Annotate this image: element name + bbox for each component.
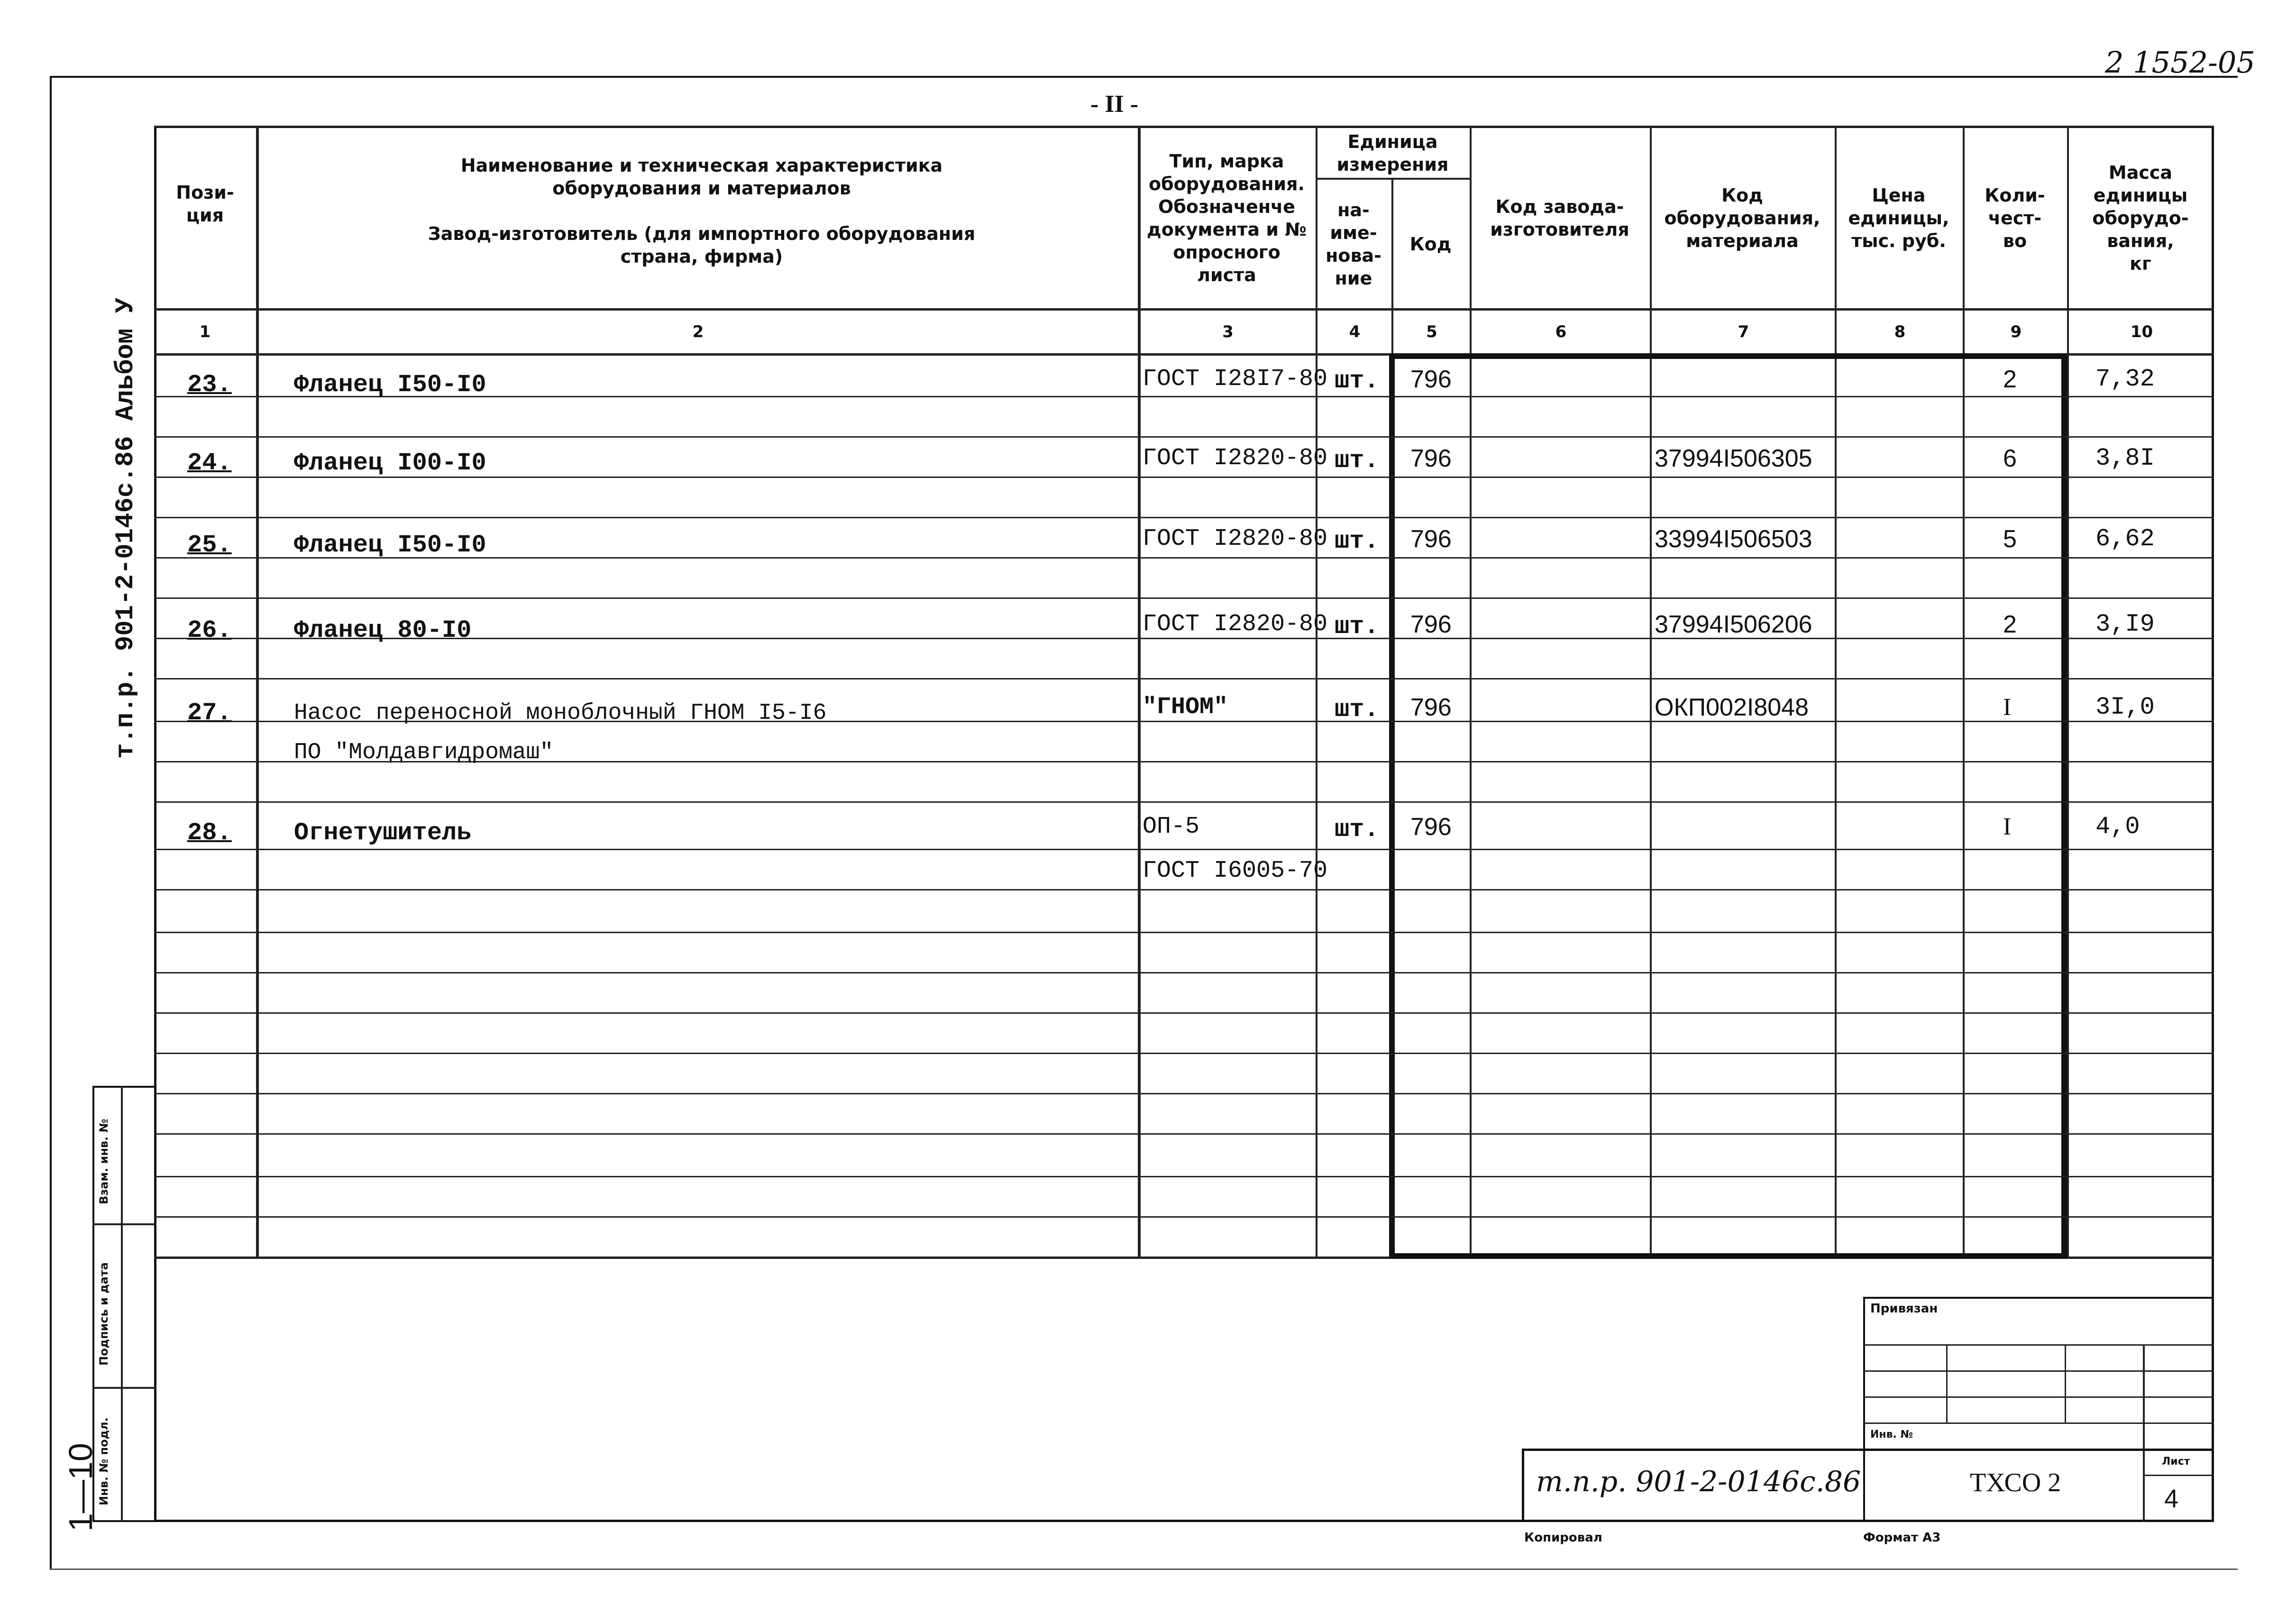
podpis-label: Подпись и дата bbox=[97, 1262, 110, 1366]
row-25-name: Фланец I50-I0 bbox=[294, 531, 486, 559]
row-24-code: 796 bbox=[1410, 445, 1452, 472]
row-26-qty: 2 bbox=[2003, 611, 2017, 638]
row-25-unit: шт. bbox=[1335, 527, 1379, 555]
col-number: 8 bbox=[1894, 322, 1906, 341]
row-27-qty: I bbox=[2003, 694, 2012, 721]
inv-no-label: Инв. № bbox=[1870, 1429, 1913, 1440]
row-23-name: Фланец I50-I0 bbox=[294, 371, 486, 399]
header-equip-code: Код оборудования, материала bbox=[1664, 185, 1820, 251]
row-24-name: Фланец I00-I0 bbox=[294, 449, 486, 477]
row-27-type: "ГНОМ" bbox=[1143, 694, 1228, 721]
row-26-type: ГОСТ I2820-80 bbox=[1143, 611, 1328, 638]
row-25-type: ГОСТ I2820-80 bbox=[1143, 525, 1328, 552]
document-number: 2 1552-05 bbox=[2105, 45, 2255, 80]
privyazan-label: Привязан bbox=[1870, 1302, 1938, 1316]
col-number: 4 bbox=[1349, 322, 1361, 341]
row-27-mass: 3I,0 bbox=[2095, 693, 2155, 721]
row-24-position: 24. bbox=[187, 449, 232, 477]
row-26-mass: 3,I9 bbox=[2095, 610, 2155, 638]
col-number: 2 bbox=[692, 322, 704, 341]
row-26-equip: 37994I506206 bbox=[1655, 611, 1812, 638]
row-23-qty: 2 bbox=[2003, 366, 2017, 393]
row-28-name: Огнетушитель bbox=[294, 819, 472, 847]
row-28-unit: шт. bbox=[1335, 816, 1379, 844]
row-26-code: 796 bbox=[1410, 611, 1452, 638]
row-24-type: ГОСТ I2820-80 bbox=[1143, 445, 1328, 472]
row-23-mass: 7,32 bbox=[2095, 365, 2155, 393]
row-27-unit: шт. bbox=[1335, 696, 1379, 724]
row-28-qty: I bbox=[2003, 813, 2012, 840]
inv-podl-label: Инв. № подл. bbox=[97, 1417, 110, 1505]
row-23-code: 796 bbox=[1410, 366, 1452, 393]
col-number: 5 bbox=[1426, 322, 1437, 341]
doc-code: т.п.р. 901-2-0146с.86 bbox=[1536, 1465, 1861, 1498]
page-marker: - II - bbox=[1090, 91, 1139, 118]
vzam-inv-label: Взам. инв. № bbox=[97, 1119, 110, 1204]
row-26-unit: шт. bbox=[1335, 613, 1379, 641]
row-24-qty: 6 bbox=[2003, 445, 2017, 472]
row-28-mass: 4,0 bbox=[2095, 813, 2140, 841]
album-label: т.п.р. 901-2-0146с.86 Альбом У bbox=[111, 297, 140, 759]
header-name: Наименование и техническая характеристика оборудования и материалов Завод-изготовитель (для импортного оборудования страна, фирма) bbox=[428, 155, 976, 267]
col-number: 1 bbox=[199, 322, 211, 341]
row-25-code: 796 bbox=[1410, 525, 1452, 553]
row-25-qty: 5 bbox=[2003, 525, 2017, 553]
sheet-label: Лист bbox=[2162, 1456, 2190, 1468]
row-27-name: Насос переносной моноблочный ГНОМ I5-I6 bbox=[294, 700, 827, 726]
row-28-code: 796 bbox=[1410, 813, 1452, 841]
sheet-index: 1—10 bbox=[62, 1443, 99, 1532]
row-25-position: 25. bbox=[187, 531, 232, 559]
row-27-position: 27. bbox=[187, 699, 232, 727]
row-25-mass: 6,62 bbox=[2095, 525, 2155, 553]
row-28-position: 28. bbox=[187, 819, 232, 847]
row-24-equip: 37994I506305 bbox=[1655, 445, 1812, 472]
row-23-type: ГОСТ I28I7-80 bbox=[1143, 366, 1328, 393]
row-27-equip: ОКП002I8048 bbox=[1655, 694, 1809, 721]
kopiroval-label: Копировал bbox=[1524, 1531, 1602, 1545]
row-27-manufacturer: ПО "Молдавгидромаш" bbox=[294, 740, 554, 765]
header-mass: Масса единицы оборудо- вания, кг bbox=[2092, 162, 2189, 274]
col-number: 3 bbox=[1222, 322, 1234, 341]
header-factory-code: Код завода- изготовителя bbox=[1490, 196, 1629, 240]
row-25-equip: 33994I506503 bbox=[1655, 525, 1812, 553]
header-price: Цена единицы, тыс. руб. bbox=[1848, 185, 1949, 251]
col-number: 6 bbox=[1555, 322, 1567, 341]
col-number: 7 bbox=[1738, 322, 1749, 341]
header-unit-code: Код bbox=[1409, 234, 1452, 255]
header-unit-name: на- име- нова- ние bbox=[1326, 200, 1381, 289]
row-28-type: ОП-5 bbox=[1143, 813, 1200, 840]
row-24-mass: 3,8I bbox=[2095, 444, 2155, 472]
format-label: Формат А3 bbox=[1863, 1531, 1941, 1545]
header-qty: Коли- чест- во bbox=[1985, 185, 2045, 251]
row-23-unit: шт. bbox=[1335, 367, 1379, 395]
doc-mark: ТХСО 2 bbox=[1970, 1468, 2061, 1497]
header-unit-group: Единица измерения bbox=[1336, 131, 1449, 175]
bold-frame bbox=[1389, 353, 2067, 1259]
row-24-unit: шт. bbox=[1335, 447, 1379, 475]
header-position: Пози- ция bbox=[176, 182, 234, 226]
row-27-code: 796 bbox=[1410, 694, 1452, 721]
col-number: 9 bbox=[2010, 322, 2022, 341]
row-23-position: 23. bbox=[187, 371, 232, 399]
sheet-number: 4 bbox=[2164, 1485, 2179, 1513]
header-type: Тип, марка оборудования. Обозначенче документа и № опросного листа bbox=[1147, 151, 1307, 285]
col-number: 10 bbox=[2130, 322, 2153, 341]
row-26-position: 26. bbox=[187, 616, 232, 644]
row-26-name: Фланец 80-I0 bbox=[294, 616, 472, 644]
row-28-type-standard: ГОСТ I6005-70 bbox=[1143, 857, 1328, 884]
